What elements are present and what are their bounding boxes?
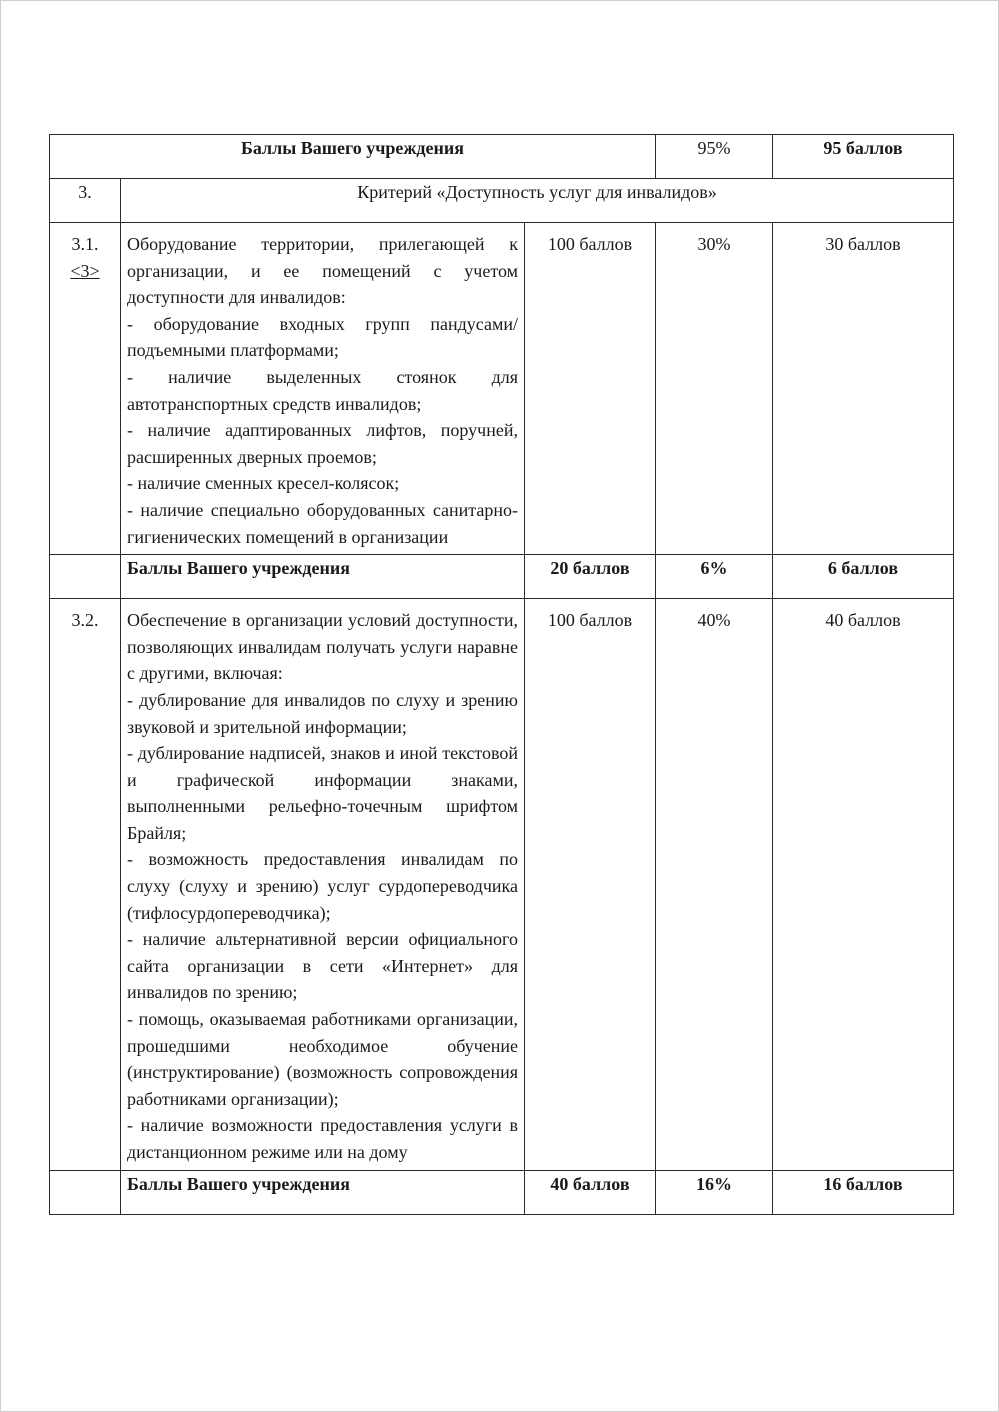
description-paragraph: Оборудование территории, прилегающей к организации, и ее помещений с учетом доступности для инвалидов: xyxy=(127,234,518,308)
item-row-3-1 xyxy=(50,223,954,555)
description-paragraph: - наличие альтернативной версии официального сайта организации в сети «Интернет» для инвалидов по зрению; xyxy=(127,929,518,1003)
summary-percent: 16% xyxy=(656,1170,773,1214)
summary-label: Баллы Вашего учреждения xyxy=(50,135,656,179)
summary-percent: 95% xyxy=(656,135,773,179)
item-number: 3.1. xyxy=(71,234,99,254)
description-paragraph: - помощь, оказываемая работниками организации, прошедшими необходимое обучение (инструктирование) (возможность сопровождения работниками организации); xyxy=(127,1009,518,1109)
summary-row-3-2 xyxy=(50,1170,954,1214)
footnote-link[interactable]: <3> xyxy=(70,260,100,281)
empty-cell xyxy=(50,1170,121,1214)
item-description xyxy=(121,223,525,555)
description-paragraph: - наличие возможности предоставления услуги в дистанционном режиме или на дому xyxy=(127,1115,518,1162)
summary-score: 6 баллов xyxy=(773,555,954,599)
summary-row-total xyxy=(50,135,954,179)
criterion-row xyxy=(50,179,954,223)
description-paragraph: - наличие адаптированных лифтов, поручней, расширенных дверных проемов; xyxy=(127,420,518,467)
description-paragraph: - дублирование для инвалидов по слуху и зрению звуковой и зрительной информации; xyxy=(127,689,518,737)
summary-label: Баллы Вашего учреждения xyxy=(121,555,525,599)
description-paragraph: - возможность предоставления инвалидам по слуху (слуху и зрению) услуг сурдопереводчика (тифлосурдопереводчика); xyxy=(127,849,518,923)
criterion-number: 3. xyxy=(50,179,121,223)
description-paragraph: - оборудование входных групп пандусами/подъемными платформами; xyxy=(127,313,518,361)
description-paragraph: - дублирование надписей, знаков и иной текстовой и графической информации знаками, выполненными рельефно-точечным шрифтом Брайля; xyxy=(127,743,518,843)
item-max-points: 100 баллов xyxy=(525,223,656,555)
summary-row-3-1 xyxy=(50,555,954,599)
description-paragraph: - наличие сменных кресел-колясок; xyxy=(127,473,400,494)
criteria-table xyxy=(49,134,954,1215)
summary-percent: 6% xyxy=(656,555,773,599)
empty-cell xyxy=(50,555,121,599)
summary-points: 20 баллов xyxy=(525,555,656,599)
summary-score: 95 баллов xyxy=(773,135,954,179)
item-weighted: 30 баллов xyxy=(773,223,954,555)
description-paragraph: Обеспечение в организации условий доступности, позволяющих инвалидам получать услуги наравне с другими, включая: xyxy=(127,610,518,684)
item-weighted: 40 баллов xyxy=(773,599,954,1170)
summary-score: 16 баллов xyxy=(773,1170,954,1214)
item-description xyxy=(121,599,525,1170)
item-number: 3.2. xyxy=(71,610,99,631)
item-number-cell xyxy=(50,223,121,555)
description-paragraph: - наличие специально оборудованных санитарно-гигиенических помещений в организации xyxy=(127,499,518,547)
description-paragraph: - наличие выделенных стоянок для автотранспортных средств инвалидов; xyxy=(127,366,518,414)
summary-label: Баллы Вашего учреждения xyxy=(121,1170,525,1214)
criterion-title: Критерий «Доступность услуг для инвалидов» xyxy=(121,179,954,223)
item-number-cell xyxy=(50,599,121,1170)
summary-points: 40 баллов xyxy=(525,1170,656,1214)
item-max-points: 100 баллов xyxy=(525,599,656,1170)
item-weight: 30% xyxy=(656,223,773,555)
item-weight: 40% xyxy=(656,599,773,1170)
item-row-3-2 xyxy=(50,599,954,1170)
